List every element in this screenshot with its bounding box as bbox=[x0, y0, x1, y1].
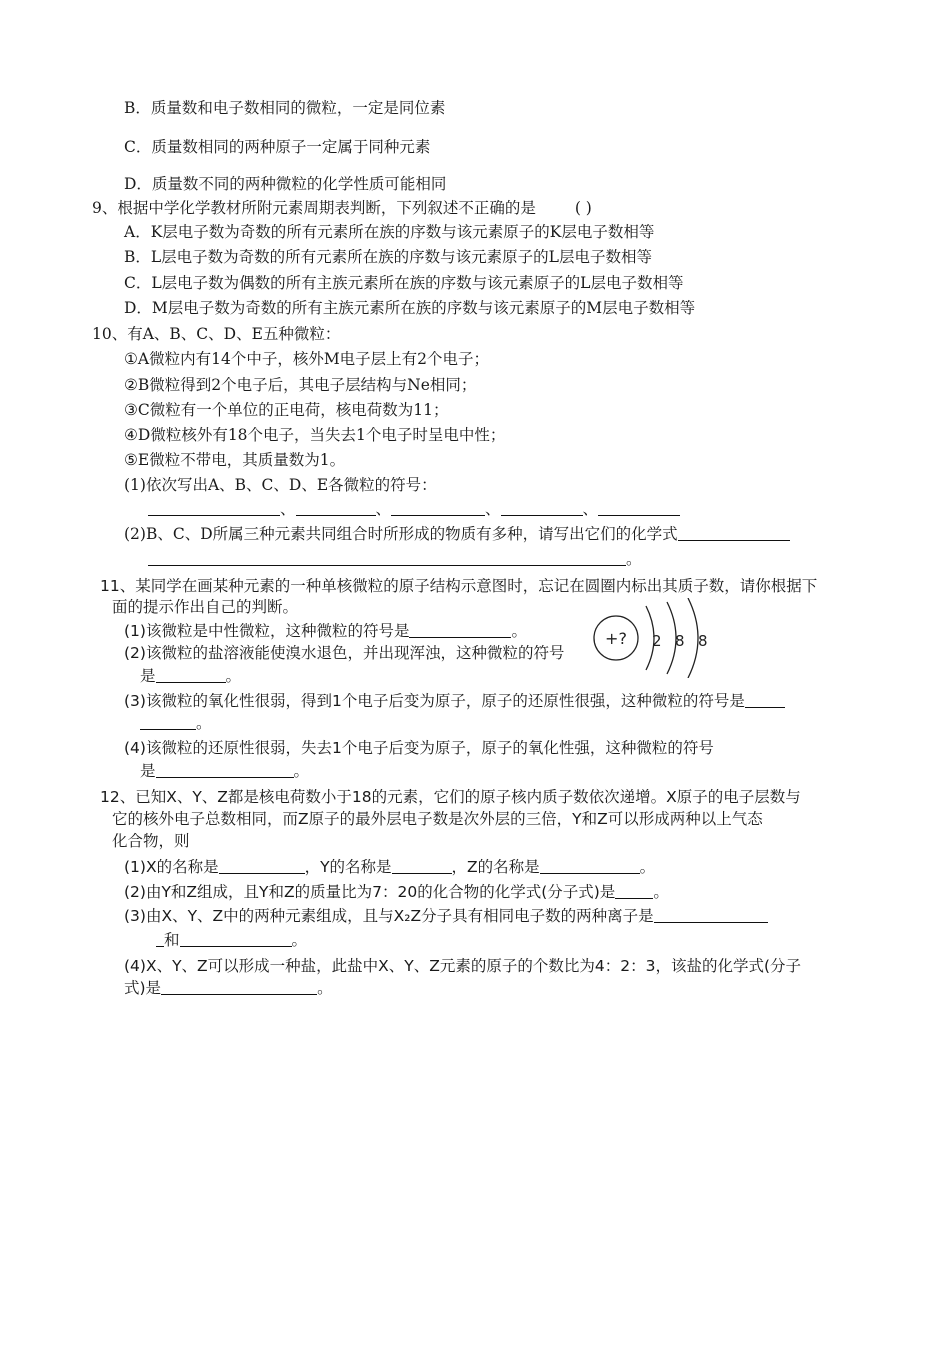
q10-sub2-text: (2)B、C、D所属三种元素共同组合时所形成的物质有多种，请写出它们的化学式 bbox=[124, 525, 678, 543]
answer-blank-12-z[interactable] bbox=[540, 858, 640, 874]
answer-blank-11-1[interactable] bbox=[409, 622, 511, 638]
separator: 、 bbox=[375, 500, 392, 518]
q12-sub2 bbox=[124, 882, 669, 902]
q11-sub2: (2)该微粒的盐溶液能使溴水退色，并出现浑浊，这种微粒的符号 bbox=[124, 644, 565, 662]
separator: 、 bbox=[485, 500, 501, 518]
period: 。 bbox=[293, 762, 310, 780]
answer-blank-formula[interactable] bbox=[678, 525, 790, 541]
answer-blank-d[interactable] bbox=[501, 500, 583, 516]
q10-sub1-blanks bbox=[148, 499, 680, 519]
shell-3-count: 8 bbox=[698, 632, 708, 650]
separator: 、 bbox=[280, 500, 296, 518]
q10-sub2-continued bbox=[148, 549, 642, 569]
atom-structure-diagram bbox=[590, 598, 720, 682]
q12-stem-line3: 化合物，则 bbox=[112, 832, 190, 850]
q10-sub1: (1)依次写出A、B、C、D、E各微粒的符号： bbox=[124, 476, 437, 494]
q9-option-c: C．L层电子数为偶数的所有主族元素所在族的序数与该元素原子的L层电子数相等 bbox=[124, 274, 684, 292]
separator: 、 bbox=[582, 500, 599, 518]
q11-sub3 bbox=[124, 691, 785, 711]
q12-sub4-continued bbox=[124, 978, 333, 998]
answer-blank-c[interactable] bbox=[391, 500, 485, 516]
q12-stem-line1: 12、已知X、Y、Z都是核电荷数小于18的元素，它们的原子核内质子数依次递增。X原子的电子层数与 bbox=[100, 788, 801, 806]
q8-option-d: D．质量数不同的两种微粒的化学性质可能相同 bbox=[124, 175, 447, 193]
answer-blank-b[interactable] bbox=[296, 500, 376, 516]
q10-item-a: ①A微粒内有14个中子，核外M电子层上有2个电子； bbox=[124, 350, 490, 368]
q11-sub1-text: (1)该微粒是中性微粒，这种微粒的符号是 bbox=[124, 622, 410, 640]
answer-blank-e[interactable] bbox=[598, 500, 680, 516]
q10-stem: 10、有A、B、C、D、E五种微粒： bbox=[92, 325, 341, 343]
q12-sub1-text-c: ，Z的名称是 bbox=[451, 858, 540, 876]
q12-sub3-and: 和 bbox=[164, 931, 180, 949]
answer-blank-12-3a[interactable] bbox=[654, 907, 768, 923]
period: 。 bbox=[511, 622, 527, 640]
q8-option-b: B．质量数和电子数相同的微粒，一定是同位素 bbox=[124, 99, 446, 117]
answer-blank-11-2[interactable] bbox=[156, 667, 226, 683]
q11-sub2-text-b: 是 bbox=[140, 667, 156, 685]
q11-sub4: (4)该微粒的还原性很弱，失去1个电子后变为原子，原子的氧化性强，这种微粒的符号 bbox=[124, 739, 714, 757]
period: 。 bbox=[626, 550, 642, 568]
q11-sub1 bbox=[124, 621, 527, 641]
q12-sub3-text: (3)由X、Y、Z中的两种元素组成，且与X₂Z分子具有相同电子数的两种离子是 bbox=[124, 907, 654, 925]
q9-stem-text: 9、根据中学化学教材所附元素周期表判断，下列叙述不正确的是 bbox=[92, 199, 536, 217]
q10-item-b: ②B微粒得到2个电子后，其电子层结构与Ne相同； bbox=[124, 376, 477, 394]
answer-blank-a[interactable] bbox=[148, 500, 280, 516]
q11-sub3-continued bbox=[140, 713, 212, 733]
q10-item-d: ④D微粒核外有18个电子，当失去1个电子时呈电中性； bbox=[124, 426, 506, 444]
period: 。 bbox=[653, 883, 669, 901]
q9-option-d: D．M层电子数为奇数的所有主族元素所在族的序数与该元素原子的M层电子数相等 bbox=[124, 299, 696, 317]
q12-stem-line2: 它的核外电子总数相同，而Z原子的最外层电子数是次外层的三倍，Y和Z可以形成两种以上气态 bbox=[112, 810, 763, 828]
answer-blank-11-3b[interactable] bbox=[140, 714, 196, 730]
period: 。 bbox=[639, 858, 656, 876]
q11-sub4-text-b: 是 bbox=[140, 762, 156, 780]
period: 。 bbox=[317, 979, 333, 997]
q12-sub4: (4)X、Y、Z可以形成一种盐，此盐中X、Y、Z元素的原子的个数比为4：2：3，该盐的化学式(分子 bbox=[124, 957, 801, 975]
answer-blank-formula-2[interactable] bbox=[148, 550, 626, 566]
q9-option-a: A．K层电子数为奇数的所有元素所在族的序数与该元素原子的K层电子数相等 bbox=[124, 223, 655, 241]
answer-blank-12-y[interactable] bbox=[392, 858, 452, 874]
q11-sub2-continued bbox=[140, 666, 241, 686]
q11-sub4-continued bbox=[140, 761, 309, 781]
answer-blank-12-x[interactable] bbox=[219, 858, 305, 874]
shell-1-count: 2 bbox=[652, 632, 662, 650]
period: 。 bbox=[196, 714, 212, 732]
q12-sub4-text-b: 式)是 bbox=[124, 979, 162, 997]
period: 。 bbox=[291, 931, 308, 949]
answer-blank-12-4[interactable] bbox=[161, 979, 317, 995]
answer-blank-12-2[interactable] bbox=[615, 883, 653, 899]
q11-sub3-text: (3)该微粒的氧化性很弱，得到1个电子后变为原子，原子的还原性很强，这种微粒的符号是 bbox=[124, 692, 745, 710]
q11-stem-line1: 11、某同学在画某种元素的一种单核微粒的原子结构示意图时，忘记在圆圈内标出其质子数，请你根据下 bbox=[100, 577, 818, 595]
nucleus-label: +? bbox=[605, 629, 627, 648]
atom-diagram-svg bbox=[590, 598, 720, 678]
answer-blank-12-3b[interactable] bbox=[156, 931, 164, 947]
q12-sub2-text: (2)由Y和Z组成，且Y和Z的质量比为7：20的化合物的化学式(分子式)是 bbox=[124, 883, 616, 901]
q9-answer-paren: ( ) bbox=[574, 199, 592, 217]
period: 。 bbox=[225, 667, 242, 685]
q12-sub1-text-b: ，Y的名称是 bbox=[304, 858, 392, 876]
q10-sub2 bbox=[124, 524, 790, 544]
q10-item-c: ③C微粒有一个单位的正电荷，核电荷数为11； bbox=[124, 401, 449, 419]
answer-blank-12-3c[interactable] bbox=[180, 931, 292, 947]
q12-sub3-continued bbox=[156, 930, 307, 950]
answer-blank-11-3[interactable] bbox=[745, 692, 785, 708]
shell-2-count: 8 bbox=[675, 632, 685, 650]
q10-item-e: ⑤E微粒不带电，其质量数为1。 bbox=[124, 451, 346, 469]
q8-option-c: C．质量数相同的两种原子一定属于同种元素 bbox=[124, 138, 431, 156]
answer-blank-11-4[interactable] bbox=[156, 762, 294, 778]
q12-sub1 bbox=[124, 857, 655, 877]
q9-option-b: B．L层电子数为奇数的所有元素所在族的序数与该元素原子的L层电子数相等 bbox=[124, 248, 652, 266]
q9-stem bbox=[92, 198, 592, 218]
q12-sub1-text-a: (1)X的名称是 bbox=[124, 858, 219, 876]
q12-sub3 bbox=[124, 906, 768, 926]
q11-stem-line2: 面的提示作出自己的判断。 bbox=[112, 598, 299, 616]
electron-shell-3 bbox=[688, 598, 698, 678]
